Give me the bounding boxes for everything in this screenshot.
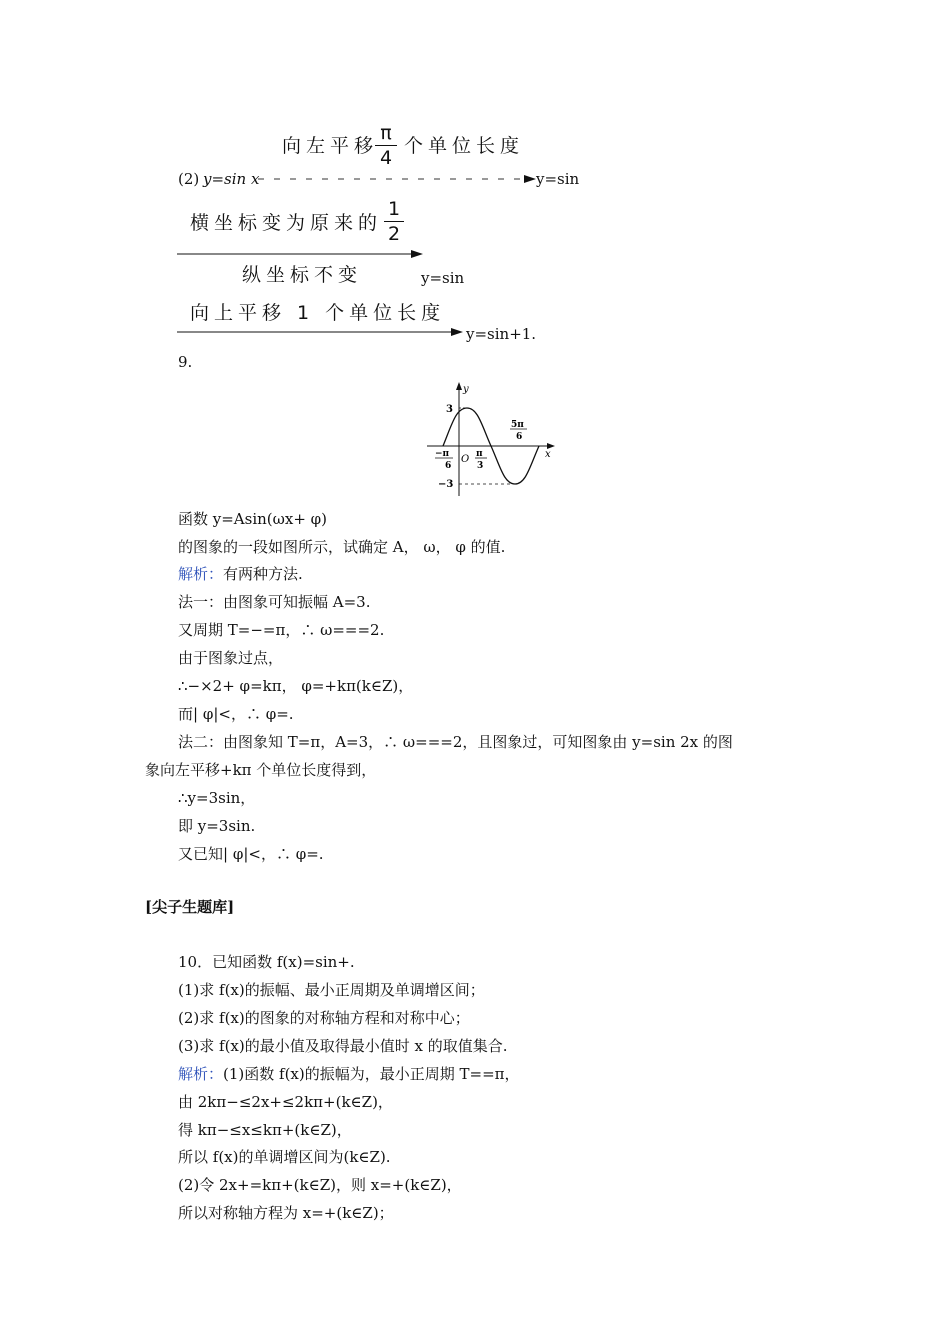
sine-graph — [423, 380, 563, 500]
q9-solution-line: ∴−×2+ φ=kπ， φ=+kπ(k∈Z)， — [178, 677, 414, 695]
q9-solution-line: 即 y=3sin. — [178, 817, 256, 835]
q9-number: 9. — [178, 353, 193, 371]
arrow-step2 — [177, 248, 427, 260]
arrow-step3 — [177, 326, 467, 338]
step2-top-text: 横坐标变为原来的 — [190, 212, 383, 234]
q10-solution-line: 所以对称轴方程为 x=+(k∈Z)； — [178, 1204, 394, 1222]
origin-label: O — [461, 454, 470, 465]
q9-solution-line: ∴y=3sin， — [178, 789, 256, 807]
q10-solution-line: 所以 f(x)的单调增区间为(k∈Z). — [178, 1148, 391, 1166]
q10-analysis — [178, 1063, 520, 1085]
frac-num: 1 — [387, 198, 401, 220]
q10-line: 10．已知函数 f(x)=sin+. — [178, 953, 355, 971]
right-frac-num: 5π — [511, 420, 524, 430]
q9-solution-line: 法二：由图象知 T=π，A=3，∴ ω===2，且图象过，可知图象由 y=sin 2x 的图 — [178, 733, 733, 751]
label-prefix: (2) — [178, 170, 200, 188]
q9-solution-line: 象向左平移+kπ 个单位长度得到， — [145, 761, 377, 779]
section-title: [尖子生题库] — [145, 898, 235, 916]
frac-den: 4 — [379, 147, 393, 169]
step1-fraction — [375, 122, 397, 169]
y-axis-label: y — [463, 384, 469, 395]
analysis-first: (1)函数 f(x)的振幅为，最小正周期 T==π， — [223, 1065, 520, 1083]
analysis-label: 解析： — [178, 1065, 224, 1083]
q9-analysis — [178, 563, 303, 585]
arrow-step1 — [258, 173, 538, 185]
q9-solution-line: 而| φ|<，∴ φ=. — [178, 705, 294, 723]
step3-text: 向上平移 1 个单位长度 — [190, 302, 446, 324]
q10-solution-line: (2)令 2x+=kπ+(k∈Z)，则 x=+(k∈Z)， — [178, 1176, 462, 1194]
q9-solution-line: 又已知| φ|<，∴ φ=. — [178, 845, 324, 863]
mid-frac-num: π — [476, 449, 483, 459]
right-frac-den: 6 — [516, 432, 523, 442]
frac-num: π — [380, 122, 392, 144]
step1-text-before: 向左平移 — [282, 135, 379, 157]
q10-solution-line: 得 kπ−≤x≤kπ+(k∈Z)， — [178, 1121, 352, 1139]
min-label: −3 — [438, 479, 454, 490]
frac-den: 2 — [387, 223, 401, 245]
q9-line-2: 的图象的一段如图所示，试确定 A， ω， φ 的值. — [178, 538, 506, 556]
step2-fraction — [384, 198, 404, 245]
q9-line-1: 函数 y=Asin(ωx+ φ) — [178, 510, 328, 528]
start-function: y=sin x — [203, 170, 260, 188]
q10-line: (1)求 f(x)的振幅、最小正周期及单调增区间； — [178, 981, 485, 999]
q10-solution-line: 由 2kπ−≤2x+≤2kπ+(k∈Z)， — [178, 1093, 393, 1111]
q9-solution-line: 又周期 T=−=π，∴ ω===2. — [178, 621, 385, 639]
q9-solution-line: 法一：由图象可知振幅 A=3. — [178, 593, 371, 611]
step2-bottom-text: 纵坐标不变 — [242, 264, 363, 286]
x-axis-label: x — [545, 449, 551, 460]
left-frac-den: 6 — [445, 461, 452, 471]
max-label: 3 — [446, 404, 453, 415]
analysis-first: 有两种方法. — [223, 565, 303, 583]
step1-result: y=sin — [536, 170, 580, 188]
mid-frac-den: 3 — [477, 461, 484, 471]
q10-line: (3)求 f(x)的最小值及取得最小值时 x 的取值集合. — [178, 1037, 508, 1055]
step3-result: y=sin+1. — [466, 325, 537, 343]
q10-line: (2)求 f(x)的图象的对称轴方程和对称中心； — [178, 1009, 470, 1027]
step1-text-after: 个单位长度 — [404, 135, 525, 157]
step2-result: y=sin — [421, 269, 465, 287]
q9-solution-line: 由于图象过点， — [178, 649, 284, 667]
analysis-label: 解析： — [178, 565, 224, 583]
left-frac-num: −π — [435, 449, 450, 459]
